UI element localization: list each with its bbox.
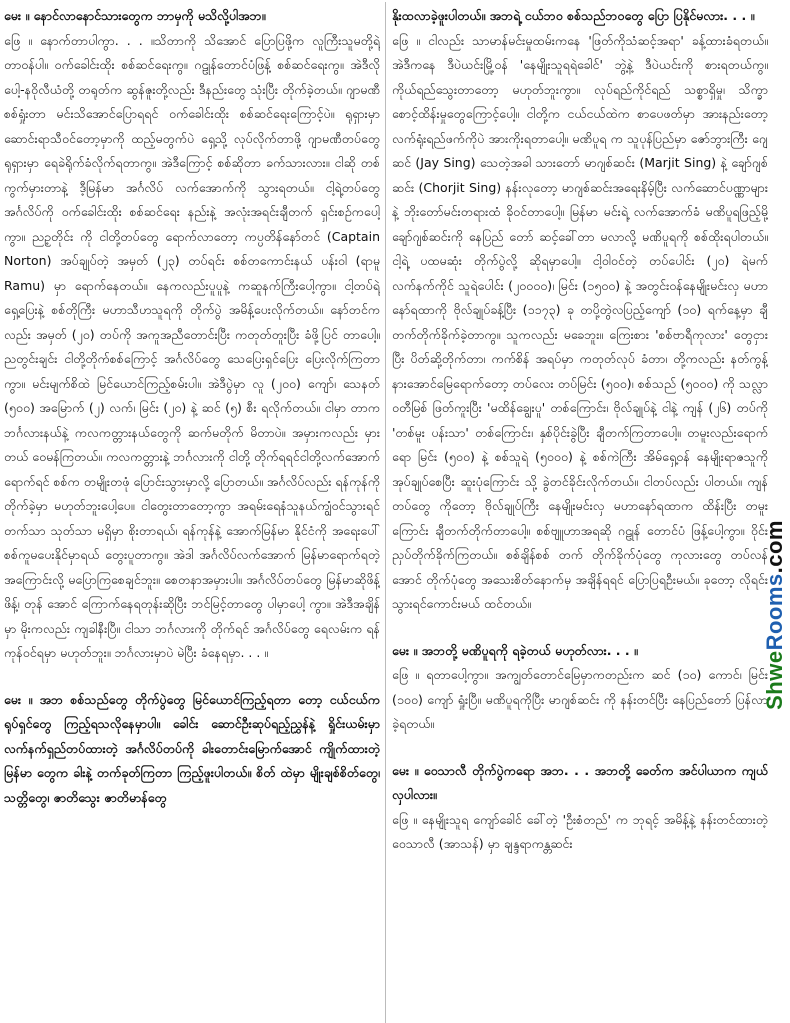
column-divider — [385, 2, 386, 1023]
answer-paragraph: ဖြေ ။ ငါလည်း သာမာန်မင်းမှုထမ်းကနေ 'ဖြတ်ကိုသံဆင့်အရာ' ခန့်ထားခံရတယ်။ အဲဒီကနေ ဒီပဲယင်းမြို့ဝန် 'နေမျိုးသူရရဲခေါင်' ဘွဲ့နဲ့ ဒီပဲယင်းကို စားရတယ်ကွ။ ကိုယ်ရည်သွေးတာတော့ မဟုတ်ဘူးကွာ။ လုပ်ရည်ကိုင်ရည် သစ္စာရှိမှု၊ သိက္ခာစောင့်ထိန်းမှုတွေကြောင့်ပေါ့။ ငါတို့က ငယ်ငယ်ထဲက စာပေဖတ်မှာ အားနည်းတော့ လက်ရုံးရည်ဖက်ကိုပဲ အားကိုးရတာပေါ့။ မဏိပူရ က သူပုန်ပြည်မှာ ဇော်ဘွားကြီး ဂျေဆင် (Jay Sing) သေတဲ့အခါ သားတော် မာဂျစ်ဆင်း (Marjit Sing) နဲ့ ချော်ဂျစ်ဆင်း (Chorjit Sing) နန်းလုတော့ မာဂျစ်ဆင်းအရေးနိမ့်ပြီး လက်ဆောင်ပဏ္ဏာများနဲ့ ဘိုးတော်မင်းတရားထံ ခိုဝင်တာပေါ့။ မြန်မာ မင်းရဲ့ လက်အောက်ခံ မဏိပူရဖြည့်မို့ ချော်ဂျစ်ဆင်းကို နေပြည် တော် ဆင့်ခေါ်တာ မလာလို့ မဏိပူရကို စစ်ထိုးရပါတယ်။ ငါ့ရဲ့ ပထမဆုံး တိုက်ပွဲလို့ ဆိုရမှာပေါ့။ ငါ့ဝါဝင်တဲ့ တပ်ပေါင်း (၂၀) ရဲမက် လက်နက်ကိုင် သူရဲပေါင်း (၂၀၀၀၀)၊ မြင်း (၁၅၀၀) နဲ့ အတွင်းဝန်နေမျိုးမင်းလှ မဟာနော်ရထာကို ဗိုလ်ချုပ်ခန့်ပြီး (၁၁၇၃) ခု တပို့တွဲလပြည့်ကျော် (၁၀) ရက်နေ့မှာ ချီတက်တိုက်ခိုက်ခဲ့တာကွ။ သူကလည်း မခေဘူး။ ကြေးစား 'စစ်ဗာရီကုလား' တွေငှားပြီး ပိတ်ဆို့တိုက်တာ၊ ကက်စိန် အရပ်မှာ ကတုတ်လုပ် ခံတာ၊ တို့ကလည်း နတ်ကွန့်နားအောင်မြေရောက်တော့ တပ်လေး တပ်မြင်း (၅၀၀)၊ စစ်သည် (၅၀၀၀) ကို သလ္လာဝတီမြစ် ဖြတ်ကူးပြီး 'မထိန်ချွေးပူ' တစ်ကြောင်း၊ ဗိုလ်ချုပ်နဲ့ ငါနဲ့ ကျန် (၂၆) တပ်ကို 'တစ်မူး ပန်းသာ' တစ်ကြောင်း၊ နှစ်ပိုင်းခွဲပြီး ချီတက်ကြတာပေါ့။ တမူးလည်းရောက်ရော မြင်း (၅၀၀) နဲ့ စစ်သူရဲ (၅၀၀၀) နဲ့ စစ်ကဲကြီး အိမ်ရှေ့ဝန် နေမျိုးရာဇသူကို အုပ်ချုပ်စေပြီး ဆူးပုံကြောင်း သို့ ခွဲတင်ခိုင်းလိုက်တယ်။ ငါတပ်လည်း ပါတယ်။ ကျန်တပ်တွေ ကိုတော့ ဗိုလ်ချုပ်ကြီး နေမျိုးမင်းလှ မဟာနော်ရထာက ထိန်းပြီး တမူးကြောင်း ချီတက်တိုက်တာပေါ့။ စစ်ဗျူဟာအရဆို ဂဠုန် တောင်ပံ ဖြန့်ပေါ့ကွာ။ ဝိုင်းညှပ်တိုက်ခိုက်ကြတယ်။ စစ်ချိန်စစ် တက် တိုက်ခိုက်ပုံတွေ ကုလားတွေ တပ်လန်အောင် တိုက်ပုံတွေ အသေးစိတ်နောက်မှ အချိန်ရရင် ပြောပြရဦးမယ်။ ခုတော့ လိုရင်း သွားရင်ကောင်းမယ် ထင်တယ်။ — [392, 32, 768, 611]
question-paragraph: မေး ။ အဘတို့ မဏိပူရကို ရခဲ့တယ် မဟုတ်လား. . . ။ — [392, 642, 638, 658]
watermark-rooms: Rooms — [762, 573, 787, 651]
watermark-com: .com — [762, 520, 787, 574]
left-column — [4, 4, 380, 1023]
question-paragraph: မေး ။ နောင်လာနောင်သားတွေက ဘာမှကို မသိလို့ပါအဘ။ — [4, 8, 266, 23]
question-paragraph: နိုးထလာခဲ့ဖူးပါတယ်။ အဘရဲ့ ငယ်ဘဝ စစ်သည်ဘဝတွေ ပြော ပြနိုင်မလား. . . ။ — [392, 8, 755, 23]
site-watermark — [762, 520, 788, 710]
answer-paragraph: ဖြေ ။ နေမျိုးသူရ ကျော်ခေါင် ခေါ်တဲ့ 'ဦးစံတည်' က ဘုရင့် အမိန့်နဲ့ နန်းတင်ထားတဲ့ ဝေသာလီ (အာသန်) မှာ ချန္ဒရာကန္တဆင်း — [392, 811, 768, 851]
answer-paragraph: ဖြေ ။ နောက်တာပါကွာ. . . ။သိတာကို သိအောင် ပြောပြဖို့က လူကြီးသူမတို့ရဲ့ တာဝန်ပါ။ ဝက်ခေါင်းထိုး စစ်ဆင်ရေးကွ။ ဂဠုန်တောင်ပံဖြန့် စစ်ဆင်ရေးကွ။ အဲဒီလိုပေါ့-နဝိုလီယံတို့ တရုတ်က ဆွန်ဇူးတို့လည်း ဒီနည်းတွေ သုံးပြီး တိုက်ခဲ့တယ်။ ဂျာမဏီ စစ်ရှုံးတာ မင်းသိအောင်ပြောရရင် ဝက်ခေါင်းထိုး စစ်ဆင်ရေးကြောင့်ပဲ။ ရုရှားမှာ ဆောင်းရာသီဝင်တော့မှာကို ထည့်မတွက်ပဲ ရှေ့သို့ လုပ်လိုက်တာဖို့ ဂျာမဏီတပ်တွေ ရုရှားမှာ ရေခဲရိုက်ခံလိုက်ရတာကွ။ အဲဒီကြောင့် စစ်ဆိုတာ ခက်သားလား။ ငါဆို တစ်ကွက်မှားတာနဲ့ ဒီ့မြန်မာ အင်္ဂလိပ် လက်အောက်ကို သွားရတယ်။ ငါ့ရဲ့တပ်တွေ အင်္ဂလိပ်ကို ဝက်ခေါင်းထိုး စစ်ဆင်ရေး နည်းနဲ့ အလုံးအရင်းချီတက် ရှင်းစဉ်ကပေါ့ကွာ။ ညဥ့တိုင်း ကို ငါတို့တပ်တွေ ရောက်လာတော့ ကပ္ပတိန်နော်တင် (Captain Norton) အပ်ချုပ်တဲ့ အမှတ် (၂၃) တပ်ရင်း စစ်တကောင်းနယ် ပန်းဝါ (ရာမူ Ramu) မှာ ရောက်နေတယ်။ နေကလည်းပူပူနဲ့ ကဆူနက်ကြီးပေါ့ကွာ။ ငါ့တပ်ရဲ့ ရှေ့ပြေးနဲ့ စစ်တိုကြီး မဟာသီဟသူရကို တိုက်ပွဲ အမိန့်ပေးလိုက်တယ်။ နော်တင်ကလည်း အမှတ် (၂၀) တပ်ကို အကူအညီတောင်းပြီး ကတုတ်တူးပြီး ခံဖို့ပြင် တာပေါ့။ ညတွင်းချင်း ငါတို့တိုက်စစ်ကြောင့် အင်္ဂလိပ်တွေ သေပြေးရှင်ပြေး ပြေးလိုက်ကြတာကွာ။ မင်းမျက်စိထဲ မြင်ယောင်ကြည့်စမ်းပါ။ အဲဒီပွဲမှာ လူ (၂၀၀) ကျော်၊ သေနတ် (၅၀၀) အမြောက် (၂) လက်၊ မြင်း (၂၀) နဲ့ ဆင် (၅) စီး ရလိုက်တယ်။ ငါမှာ တာက ဘင်္ဂလားနယ်နဲ့ ကလကတ္တားနယ်တွေကို ဆက်မတိုက် မိတာပဲ။ အမှားကလည်း မှားတယ် ဝေမန်ကြတယ်။ ကလကတ္တားနဲ့ ဘင်္ဂလားကို ငါတို့ တိုက်ရရင်ငါတို့လက်အောက် ရောက်ရင် စစ်က တမျိုးတဖုံ ပြောင်းသွားမှာလို့ ပြောတယ်။ အင်္ဂလိပ်လည်း ရန်ကုန်ကို တိုက်ခဲ့မှာ မဟုတ်ဘူးပေါ့ပေ။ ငါတွေးတာတော့ကွာ အရမ်းရေနံသူနယ်ကျွံဝင်သွားရင် တက်သာ သုတ်သာ မရှိမှာ စိုးတာရယ်၊ ရန်ကုန်နဲ့ အောက်မြန်မာ နိုင်ငံကို အရေးပေါ် စစ်ကူမပေးနိုင်မှာရယ် တွေးပူတာကွ။ အဲဒါ အင်္ဂလိပ်လက်အောက် မြန်မာရောက်ရတဲ့ အကြောင်းလို့ မပြောကြစေချင်ဘူး။ စေတနာအမှားပါ။ အင်္ဂလိပ်တပ်တွေ မြန်မာဆိုဖိန့်ဖိန့်၊ တုန် အောင် ကြောက်နေရတုန်းဆိုပြီး ဘင်မြင့်တာတွေ ပါမှာပေါ့ ကွာ။ အဲဒီအချိန်မှာ မိုးကလည်း ကျခါနီးပြီ။ ငါသာ ဘင်္ဂလားကို တိုက်ရင် အင်္ဂလိပ်တွေ ရေလမ်းက ရန်ကုန်ဝင်ရမှာ မဟုတ်ဘူး။ ဘင်္ဂလားမှာပဲ မဲပြီး ခံနေရမှာ. . . ။ — [4, 32, 380, 660]
watermark-shwe: Shwe — [762, 650, 787, 710]
question-paragraph: မေး ။ အဘ စစ်သည်တွေ တိုက်ပွဲတွေ မြင်ယောင်ကြည့်ရတာ တော့ ငယ်ငယ်က ရုပ်ရှင်တွေ ကြည့်ရသလိုနေမှာပါ။ ခေါင်း ဆောင်ဦးဆုပ်ရည့်ညွှန်နဲ့ ရှိုင်းယမ်းမှာ လက်နက်ရှည်တပ်ထားတဲ့ အင်္ဂလိပ်တပ်ကို ခါးတောင်းမြောက်အောင် ကျိုက်ထားတဲ့မြန်မာ တွေက ခါးနဲ့ တက်ခုတ်ကြတာ ကြည့်ဖူးပါတယ်။ စိတ် ထဲမှာ မျိုးချစ်စိတ်တွေ၊ သတ္တိတွေ၊ ဇာတိသွေး ဇာတိမာန်တွေ — [4, 691, 380, 805]
right-column — [392, 4, 768, 1023]
question-paragraph: မေး ။ ဝေသာလီ တိုက်ပွဲကရော အဘ. . . အဘတို့ ခေတ်က အင်ပါယာက ကျယ်လှပါလား။ — [392, 762, 768, 802]
answer-paragraph: ဖြေ ။ ရတာပေါ့ကွာ။ အကျွတ်တောင်မြေမှာကတည်းက ဆင် (၁၀) ကောင်၊ မြင်း (၁၀၀) ကျော် ရှုံးပြီ။ မဏိပူရကိုပြီး မာဂျစ်ဆင်း ကို နန်းတင်ပြီး နေပြည်တော် ပြန်လာခဲ့ရတယ်။ — [392, 667, 768, 731]
